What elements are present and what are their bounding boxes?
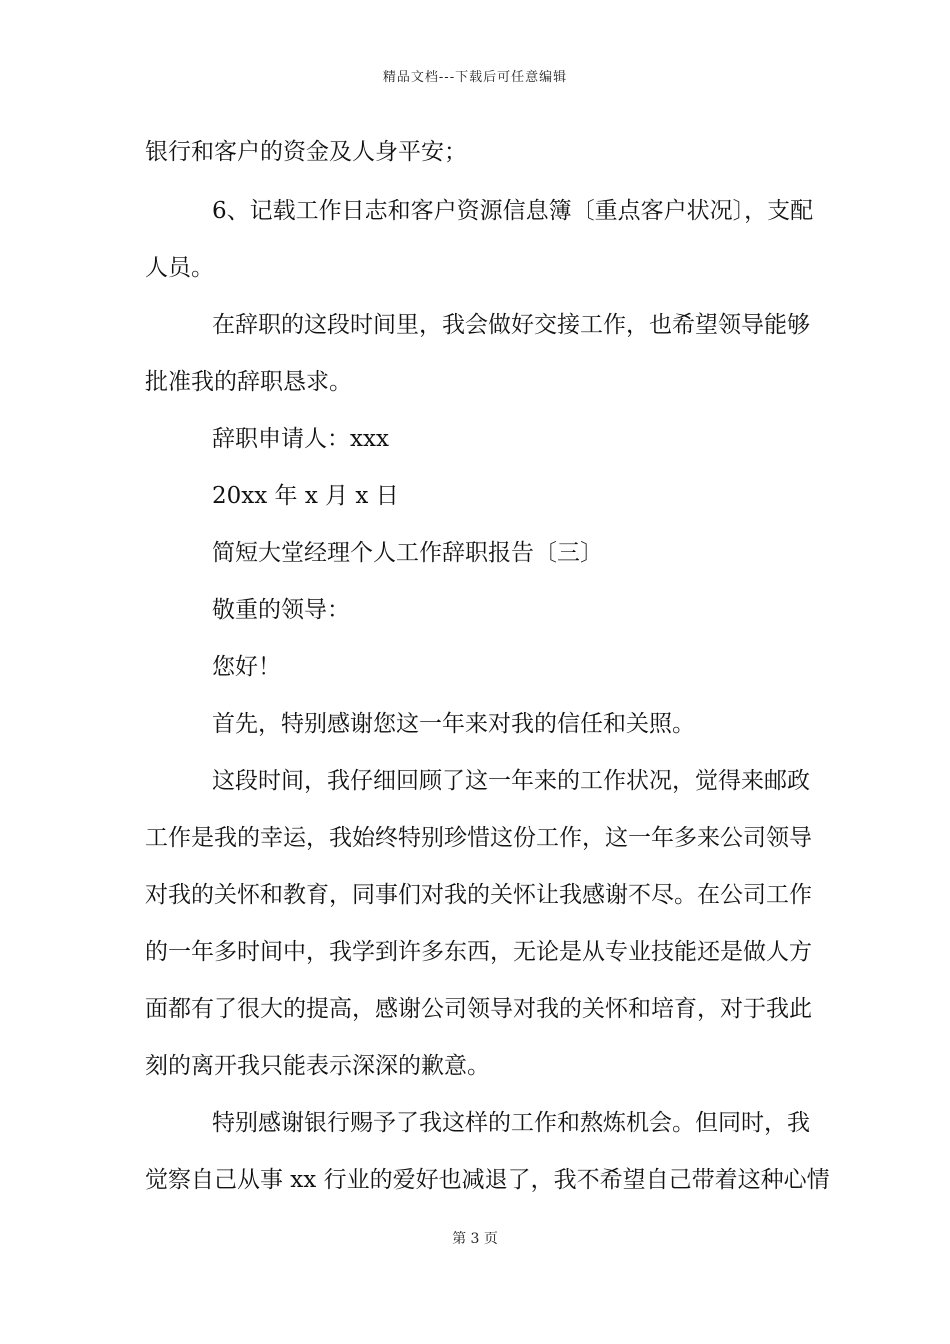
text-line: 对我的关怀和教育，同事们对我的关怀让我感谢不尽。在公司工作 xyxy=(145,882,812,908)
page-header: 精品文档---下载后可任意编辑 xyxy=(382,70,568,85)
text-line: 简短大堂经理个人工作辞职报告〔三〕 xyxy=(212,540,603,566)
text-line: 您好！ xyxy=(212,654,281,680)
text-line: 辞职申请人：xxx xyxy=(212,426,389,452)
text-line: 6、记载工作日志和客户资源信息簿〔重点客户状况〕，支配 xyxy=(212,198,814,224)
text-line: 银行和客户的资金及人身平安； xyxy=(145,139,467,165)
page-number: 第 3 页 xyxy=(452,1231,498,1247)
text-line: 面都有了很大的提高，感谢公司领导对我的关怀和培育，对于我此 xyxy=(145,996,812,1022)
text-line: 觉察自己从事 xx 行业的爱好也减退了，我不希望自己带着这种心情 xyxy=(145,1167,830,1193)
text-line: 这段时间，我仔细回顾了这一年来的工作状况，觉得来邮政 xyxy=(212,768,810,794)
text-line: 工作是我的幸运，我始终特别珍惜这份工作，这一年多来公司领导 xyxy=(145,825,812,851)
text-line: 人员。 xyxy=(145,255,214,281)
text-line: 首先，特别感谢您这一年来对我的信任和关照。 xyxy=(212,711,695,737)
text-line: 特别感谢银行赐予了我这样的工作和熬炼机会。但同时，我 xyxy=(212,1110,810,1136)
text-line: 刻的离开我只能表示深深的歉意。 xyxy=(145,1053,490,1079)
text-line: 敬重的领导： xyxy=(212,597,350,623)
text-line: 在辞职的这段时间里，我会做好交接工作，也希望领导能够 xyxy=(212,312,810,338)
text-line: 20xx 年 x 月 x 日 xyxy=(212,483,399,509)
text-line: 的一年多时间中，我学到许多东西，无论是从专业技能还是做人方 xyxy=(145,939,812,965)
text-line: 批准我的辞职恳求。 xyxy=(145,369,352,395)
